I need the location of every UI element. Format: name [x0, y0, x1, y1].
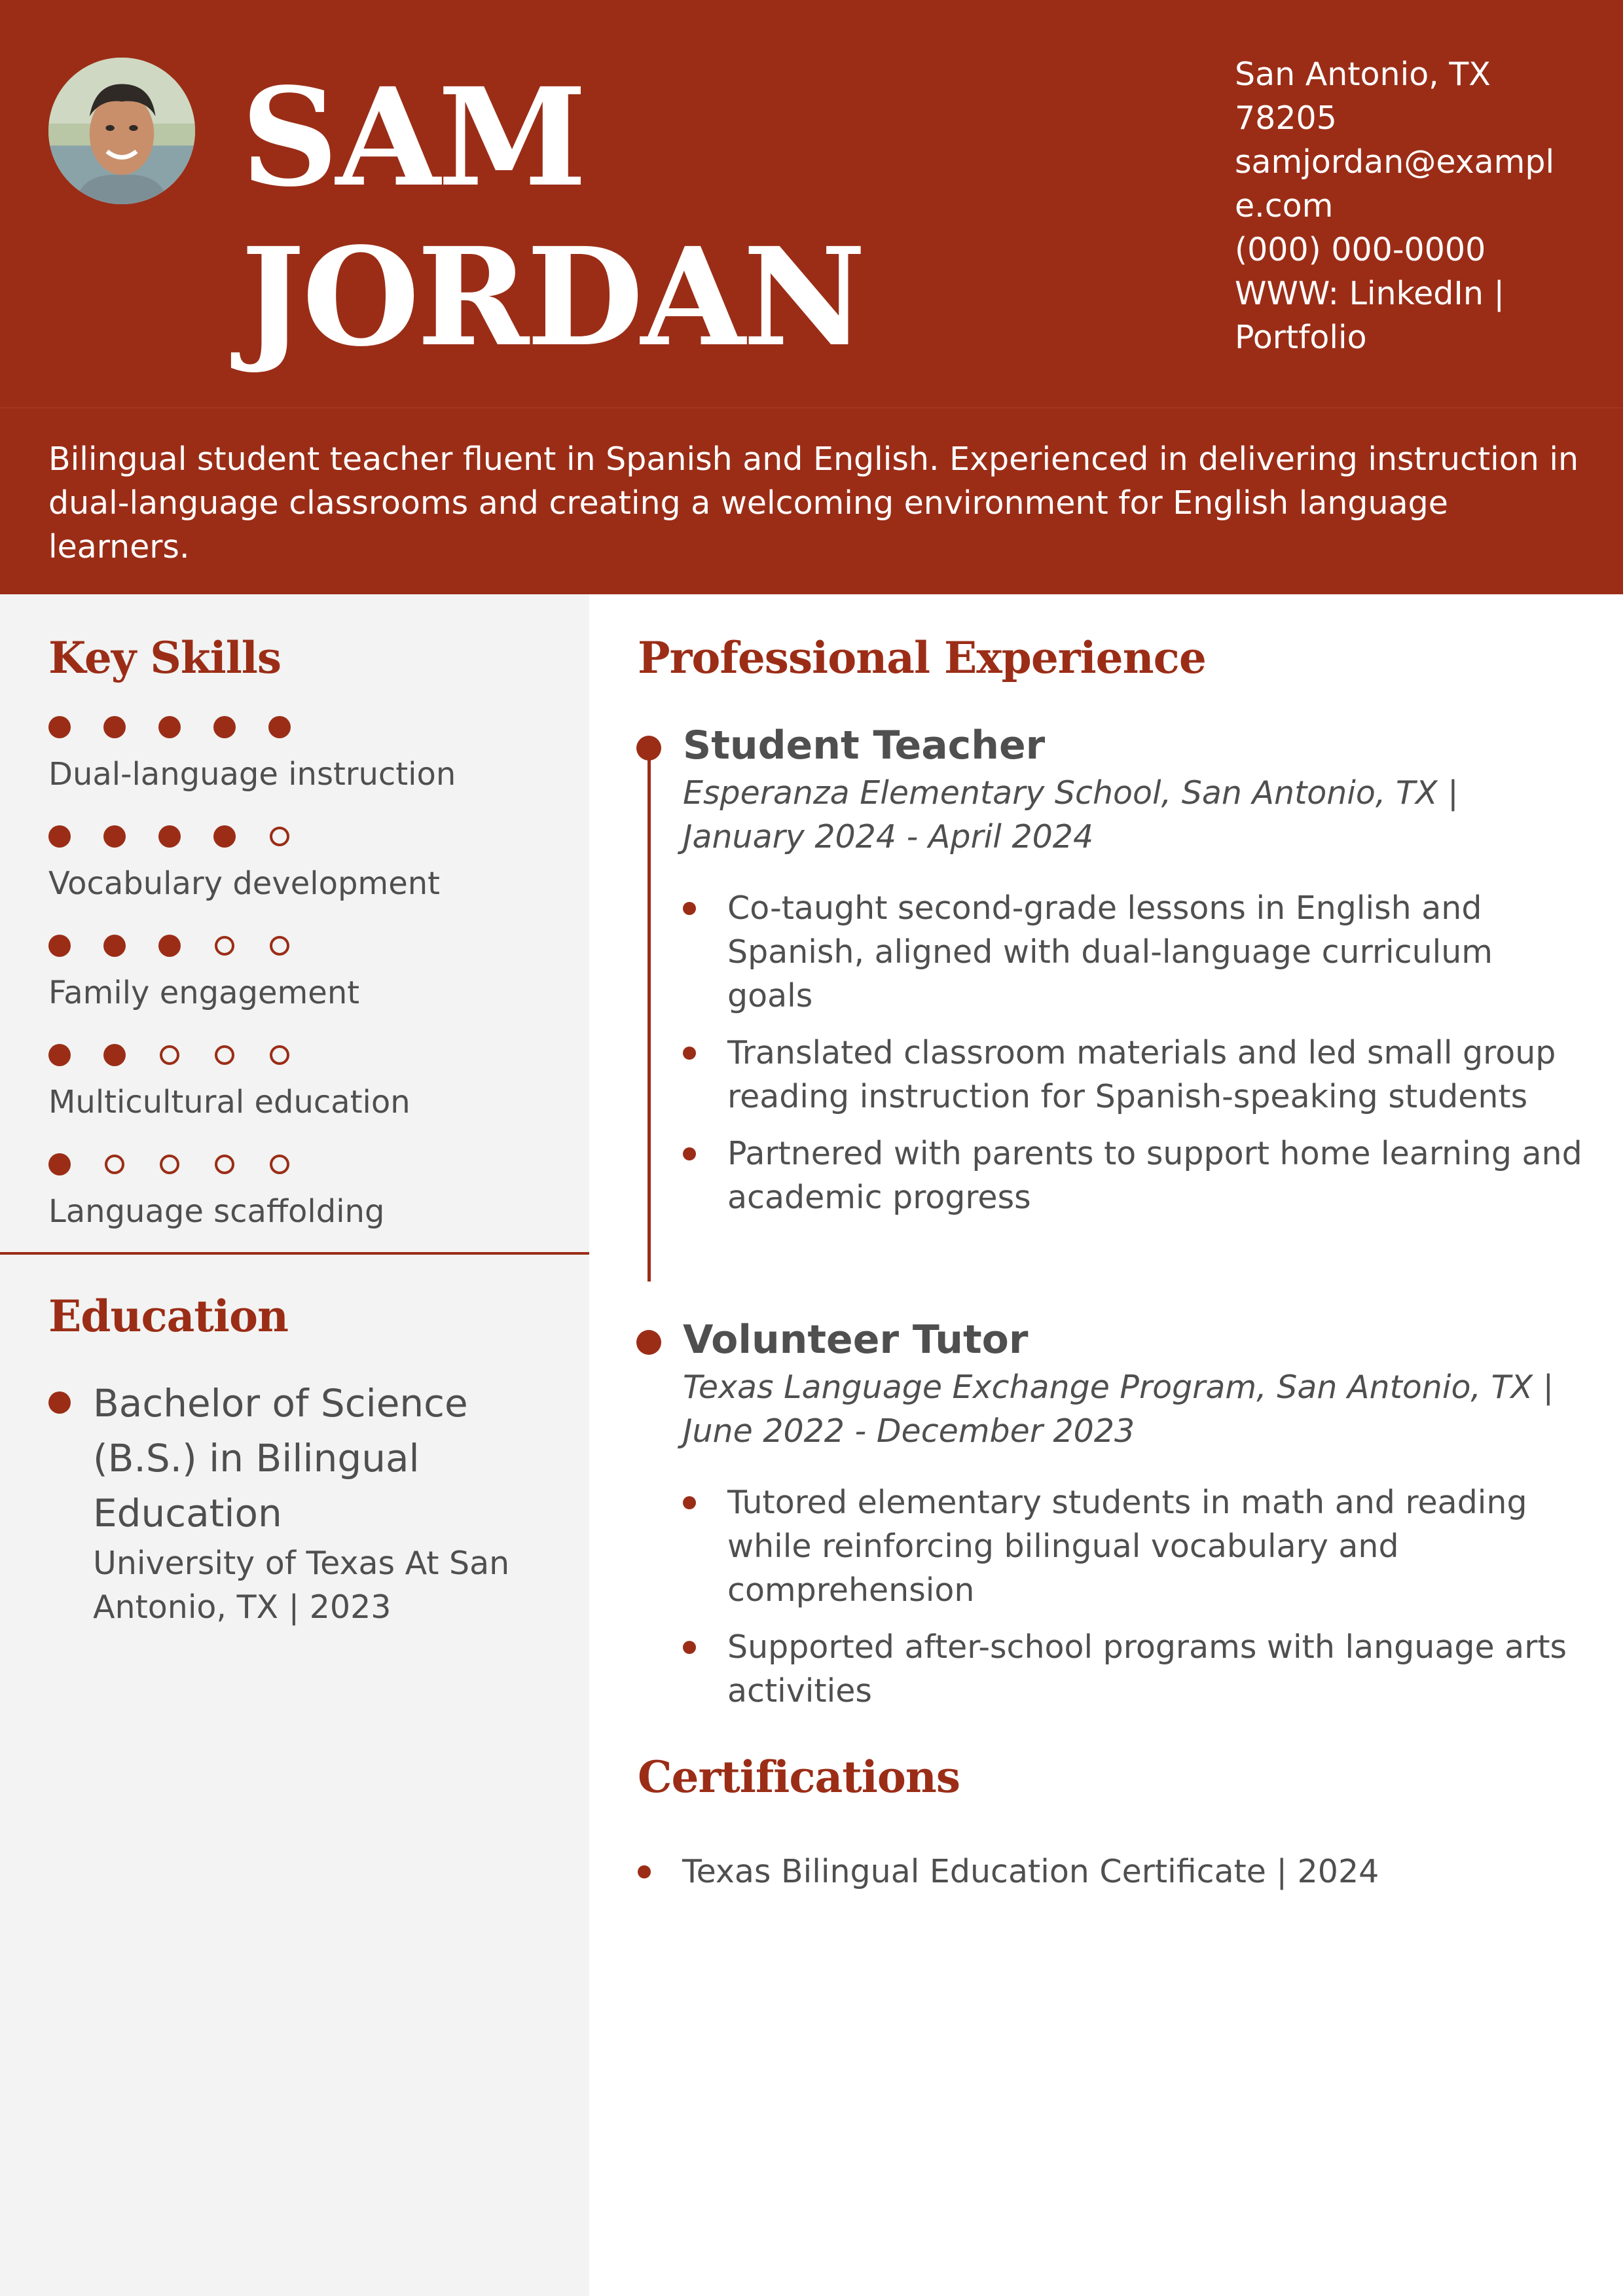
skill-label: Language scaffolding [48, 1193, 385, 1230]
timeline-dot-icon [636, 736, 661, 761]
rating-dot-filled-icon [103, 1044, 126, 1066]
sidebar-divider [0, 1252, 589, 1255]
bullet-text: Partnered with parents to support home learning and academic progress [727, 1135, 1582, 1216]
rating-dot-empty-icon [270, 827, 289, 846]
skill-label: Family engagement [48, 975, 360, 1011]
first-name: SAM [241, 58, 585, 217]
bullet-icon [683, 1147, 696, 1160]
main-content [589, 594, 1623, 2296]
address-line-1: San Antonio, TX [1235, 56, 1491, 93]
rating-dot-empty-icon [215, 1155, 234, 1174]
phone: (000) 000-0000 [1235, 231, 1486, 268]
rating-dot-filled-icon [213, 825, 236, 848]
rating-dot-empty-icon [270, 1155, 289, 1174]
job-meta: Esperanza Elementary School, San Antonio, TX | January 2024 - April 2024 [683, 774, 1459, 855]
rating-dot-filled-icon [103, 935, 126, 957]
avatar [48, 58, 195, 204]
rating-dot-filled-icon [48, 825, 71, 848]
bullet-text: Supported after-school programs with language arts activities [727, 1628, 1567, 1710]
skill-label: Multicultural education [48, 1084, 410, 1121]
rating-dot-filled-icon [48, 1044, 71, 1066]
rating-dot-filled-icon [103, 825, 126, 848]
education-bullet-icon [48, 1391, 71, 1414]
rating-dot-empty-icon [160, 1045, 179, 1065]
rating-dot-empty-icon [215, 936, 234, 956]
rating-dot-filled-icon [158, 935, 181, 957]
profile-photo [48, 58, 195, 204]
certifications-title: Certifications [638, 1751, 960, 1803]
skill-item [48, 1153, 559, 1230]
bullet-icon [683, 1047, 696, 1060]
rating-dot-empty-icon [215, 1045, 234, 1065]
list-item [683, 1625, 1586, 1713]
skill-label: Vocabulary development [48, 865, 440, 902]
bullet-icon [683, 1496, 696, 1509]
job-title: Volunteer Tutor [683, 1317, 1029, 1363]
bullet-icon [683, 902, 696, 915]
rating-dot-filled-icon [158, 716, 181, 738]
rating-dot-filled-icon [103, 716, 126, 738]
bullet-icon [638, 1865, 651, 1878]
skill-rating [48, 1044, 559, 1066]
rating-dot-filled-icon [158, 825, 181, 848]
skill-item [48, 1044, 559, 1121]
email[interactable]: samjordan@example.com [1235, 143, 1555, 224]
list-item [683, 886, 1586, 1018]
rating-dot-filled-icon [48, 716, 71, 738]
experience-title: Professional Experience [638, 632, 1206, 683]
summary-band [0, 407, 1623, 594]
education-degree: Bachelor of Science (B.S.) in Bilingual Education [93, 1381, 468, 1535]
skill-item [48, 935, 559, 1012]
candidate-name [241, 58, 1158, 377]
rating-dot-filled-icon [48, 1153, 71, 1175]
skill-item [48, 825, 559, 903]
timeline-line [647, 742, 651, 1282]
skill-rating [48, 825, 559, 848]
skill-rating [48, 1153, 559, 1175]
timeline-dot-icon [636, 1330, 661, 1355]
rating-dot-filled-icon [268, 716, 291, 738]
education-school: University of Texas At San Antonio, TX | 2023 [93, 1545, 510, 1626]
rating-dot-empty-icon [160, 1155, 179, 1174]
skill-rating [48, 935, 559, 957]
education-title: Education [48, 1291, 288, 1342]
links-line-2[interactable]: Portfolio [1235, 319, 1367, 356]
address-line-2: 78205 [1235, 99, 1337, 137]
contact-info [1235, 52, 1582, 359]
sidebar [0, 594, 589, 2296]
skill-item [48, 716, 559, 793]
last-name: JORDAN [241, 218, 864, 376]
bullet-text: Co-taught second-grade lessons in English and Spanish, aligned with dual-language curriculum goals [727, 889, 1493, 1014]
bullet-text: Translated classroom materials and led small group reading instruction for Spanish-speaking students [727, 1034, 1556, 1115]
resume-header [0, 0, 1623, 407]
bullet-text: Tutored elementary students in math and reading while reinforcing bilingual vocabulary and comprehension [727, 1484, 1527, 1609]
links-line-1[interactable]: WWW: LinkedIn | [1235, 275, 1505, 312]
rating-dot-empty-icon [105, 1155, 124, 1174]
skill-rating [48, 716, 559, 738]
list-item [683, 1132, 1586, 1219]
skill-label: Dual-language instruction [48, 756, 456, 793]
certification-item [638, 1850, 1554, 1893]
job-bullets [683, 1480, 1586, 1726]
rating-dot-filled-icon [213, 716, 236, 738]
certification-text: Texas Bilingual Education Certificate | 2024 [682, 1853, 1379, 1890]
list-item [683, 1480, 1586, 1612]
rating-dot-empty-icon [270, 936, 289, 956]
bullet-icon [683, 1641, 696, 1654]
rating-dot-filled-icon [48, 935, 71, 957]
professional-summary: Bilingual student teacher fluent in Spanish and English. Experienced in delivering instruction in dual-language classrooms and creating a welcoming environment for English language learners. [48, 440, 1579, 565]
job-meta: Texas Language Exchange Program, San Antonio, TX | June 2022 - December 2023 [683, 1369, 1554, 1450]
job-bullets [683, 886, 1586, 1232]
list-item [683, 1031, 1586, 1119]
job-title: Student Teacher [683, 723, 1046, 768]
rating-dot-empty-icon [270, 1045, 289, 1065]
key-skills-title: Key Skills [48, 632, 281, 683]
